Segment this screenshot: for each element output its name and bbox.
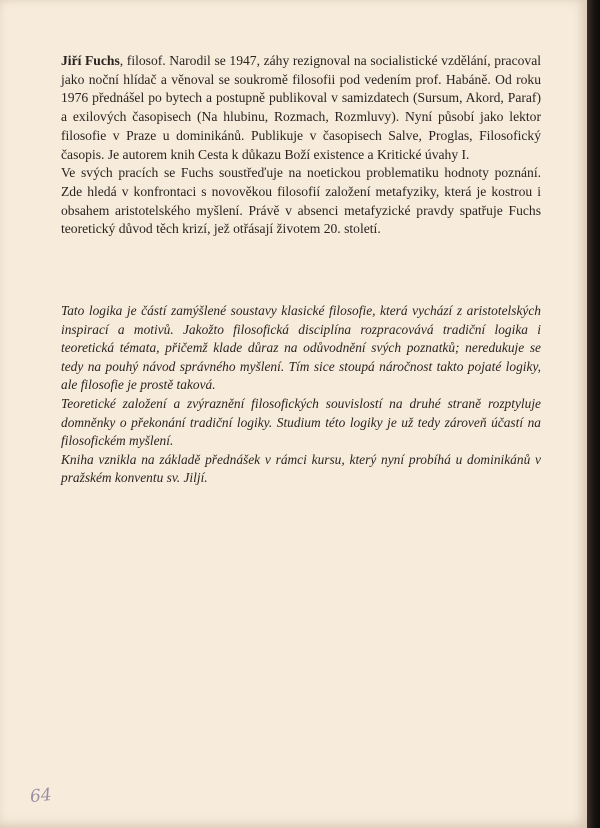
book-description bbox=[61, 302, 541, 488]
description-paragraph-3: Kniha vznikla na základě přednášek v rámci kursu, který nyní probíhá u dominikánů v pražském konventu sv. Jiljí. bbox=[61, 451, 541, 486]
bio-paragraph-1 bbox=[61, 52, 541, 164]
description-paragraph-2: Teoretické založení a zvýraznění filosofických souvislostí na druhé straně rozptyluje domněnky o překonání tradiční logiky. Studium této logiky je už tedy zároveň účastí na filosofickém myšlení. bbox=[61, 395, 541, 449]
description-paragraph-1: Tato logika je částí zamýšlené soustavy klasické filosofie, která vychází z aristotelských inspirací a motivů. Jakožto filosofická disciplína rozpracovává tradiční logika i teoretická témata, přičemž klade důraz na odůvodnění svých poznatků; neredukuje se tedy na pouhý návod správného myšlení. Tím sice stoupá náročnost takto pojaté logiky, ale filosofie je prostě taková. bbox=[61, 303, 541, 393]
author-name: Jiří Fuchs bbox=[61, 53, 120, 68]
bio-paragraph-2: Ve svých pracích se Fuchs soustřeďuje na noetickou problematiku hodnoty poznání. Zde hledá v konfrontaci s novověkou filosofií založení metafyziky, která je kostrou i obsahem aristotelského myšlení. Právě v absenci metafyzické pravdy spatřuje Fuchs teoretický důvod těch krizí, jež otřásají životem 20. století. bbox=[61, 165, 541, 237]
author-bio bbox=[61, 52, 541, 239]
handwritten-pencil-note: 64 bbox=[29, 784, 53, 808]
cover-edge-shadow bbox=[587, 0, 600, 828]
bio-paragraph-1-text: , filosof. Narodil se 1947, záhy rezignoval na socialistické vzdělání, pracoval jako noční hlídač a věnoval se soukromě filosofii pod vedením prof. Habáně. Od roku 1976 přednášel po bytech a postupně publikoval v samizdatech (Sursum, Akord, Paraf) a exilových časopisech (Na hlubinu, Rozmach, Rozmluvy). Nyní působí jako lektor filosofie v Praze u dominikánů. Publikuje v časopisech Salve, Proglas, Filosofický časopis. Je autorem knih Cesta k důkazu Boží existence a Kritické úvahy I. bbox=[61, 53, 542, 162]
